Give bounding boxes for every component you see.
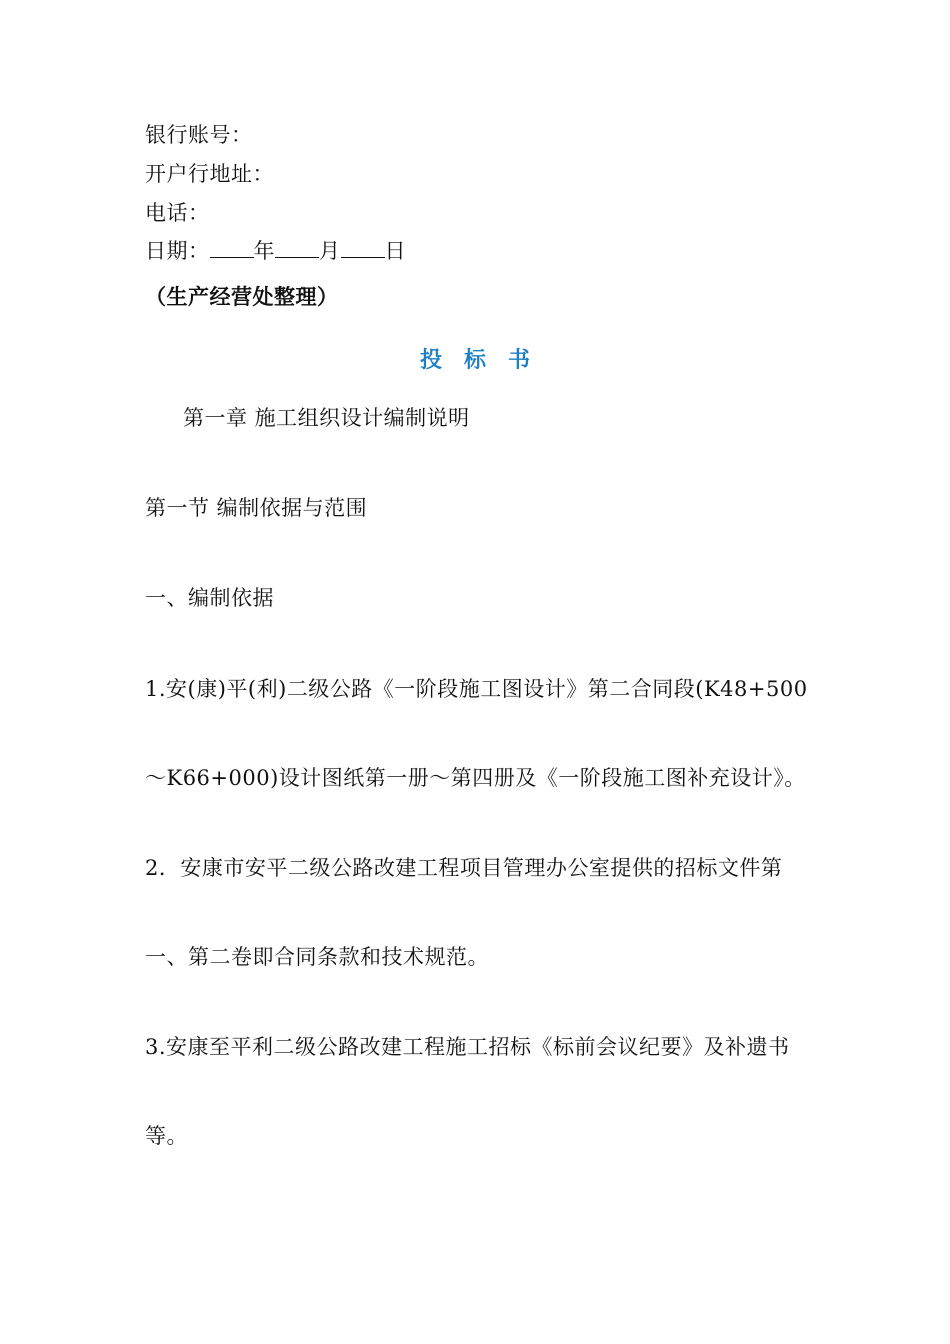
month-blank <box>275 239 319 258</box>
paragraph-line: 一、第二卷即合同条款和技术规范。 <box>145 945 489 969</box>
bank-address-label: 开户行地址： <box>145 162 274 186</box>
section-heading: 第一节 编制依据与范围 <box>145 496 368 520</box>
phone-label: 电话： <box>145 201 210 225</box>
document-title: 投标书 <box>419 348 552 373</box>
paragraph-line: ～K66+000)设计图纸第一册～第四册及《一阶段施工图补充设计》。 <box>145 766 806 790</box>
year-blank <box>210 239 254 258</box>
paragraph-line: 3.安康至平利二级公路改建工程施工招标《标前会议纪要》及补遗书 <box>145 1035 790 1059</box>
chapter-heading: 第一章 施工组织设计编制说明 <box>183 406 470 430</box>
subsection-heading: 一、编制依据 <box>145 586 274 610</box>
paragraph-line: 等。 <box>145 1124 188 1148</box>
day-label: 日 <box>384 239 406 263</box>
date-line <box>145 237 406 265</box>
bank-account-label: 银行账号： <box>145 123 253 147</box>
date-label: 日期： <box>145 239 210 263</box>
month-label: 月 <box>319 239 341 263</box>
organizer-note: （生产经营处整理） <box>145 285 339 309</box>
paragraph-line: 1.安(康)平(利)二级公路《一阶段施工图设计》第二合同段(K48+500 <box>145 677 808 701</box>
day-blank <box>341 239 385 258</box>
paragraph-line: 2．安康市安平二级公路改建工程项目管理办公室提供的招标文件第 <box>145 856 783 880</box>
year-label: 年 <box>253 239 275 263</box>
